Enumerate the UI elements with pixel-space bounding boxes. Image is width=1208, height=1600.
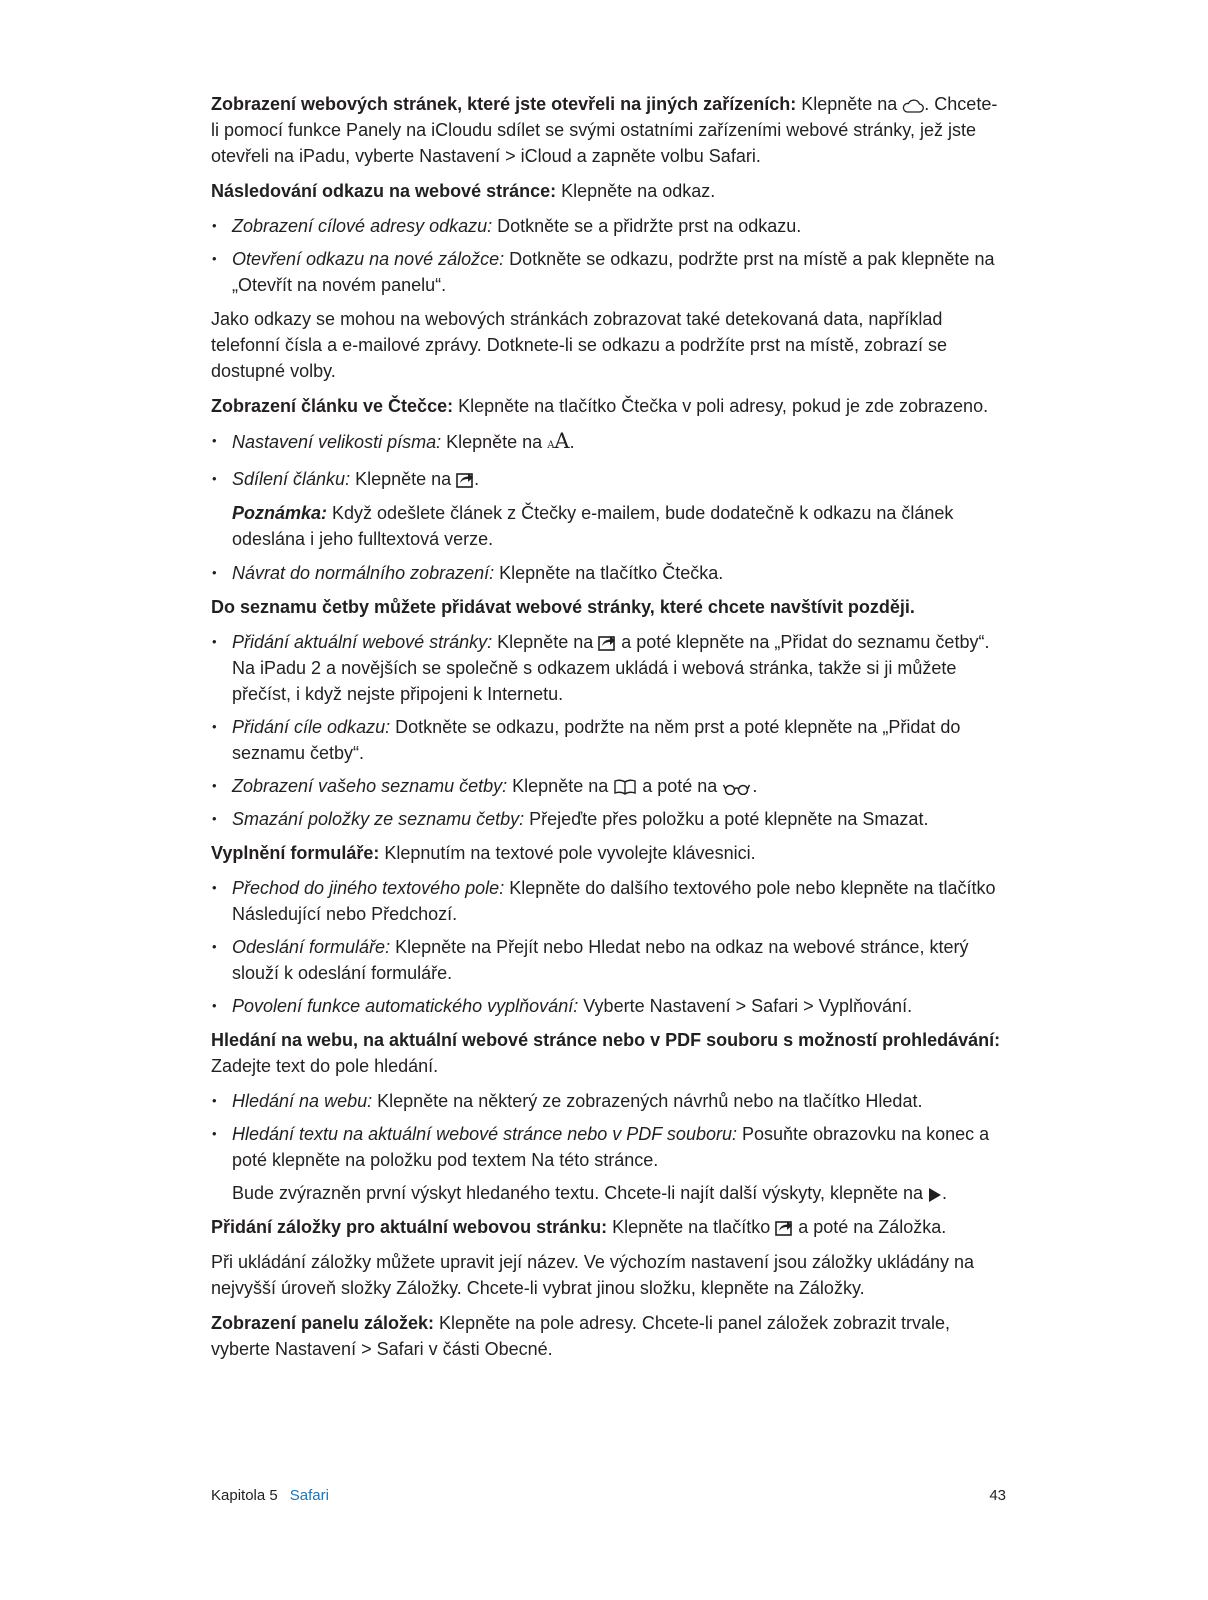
text: Klepněte na odkaz. (556, 181, 716, 201)
paragraph-bookmark-naming: Při ukládání záložky můžete upravit její název. Ve výchozím nastavení jsou záložky ukládány na nejvyšší úroveň složky Záložky. Chcete-li vybrat jinou složku, klepněte na Záložky. (211, 1252, 975, 1298)
item-text: Přejeďte přes položku a poté klepněte na Smazat. (524, 809, 929, 829)
item-text: a poté na (637, 776, 723, 796)
text: Klepněte na (796, 94, 903, 114)
list-item (211, 560, 1001, 586)
item-text: Klepněte na Přejít nebo Hledat nebo na odkaz na webové stránce, který slouží k odeslání formuláře. (232, 937, 969, 983)
item-label: Hledání textu na aktuální webové stránce nebo v PDF souboru: (232, 1124, 737, 1144)
item-text: Dotkněte se odkazu, podržte na něm prst a poté klepněte na „Přidat do seznamu četby“. (232, 717, 961, 763)
list-item (211, 806, 1001, 832)
text: Bude zvýrazněn první výskyt hledaného textu. Chcete-li najít další výskyty, klepněte na (232, 1183, 929, 1203)
item-text: Vyberte Nastavení > Safari > Vyplňování. (578, 996, 913, 1016)
paragraph-other-devices (211, 91, 1001, 169)
item-text: Klepněte na tlačítko Čtečka. (494, 563, 724, 583)
text: Klepnutím na textové pole vyvolejte klávesnici. (379, 843, 756, 863)
heading-reader: Zobrazení článku ve Čtečce: (211, 396, 454, 416)
list-item: • Nastavení velikosti písma: Klepněte na AA. (211, 428, 1001, 459)
font-size-big-a: A (554, 429, 570, 453)
list-item (211, 875, 1001, 927)
item-text: a poté klepněte na „Přidat do seznamu četby“. Na iPadu 2 a novějších se společně s odkazem ukládá i webová stránka, takže si ji můžete přečíst, i když nejste připojeni k Internetu. (232, 632, 990, 704)
item-text: Klepněte na (492, 632, 599, 652)
item-label: Přidání aktuální webové stránky: (232, 632, 493, 652)
note (211, 500, 1001, 552)
paragraph-reader (211, 393, 1001, 419)
item-label: Hledání na webu: (232, 1091, 373, 1111)
item-label: Sdílení článku: (232, 469, 351, 489)
bullet-list (211, 213, 1001, 298)
item-text: Dotkněte se odkazu, podržte prst na místě a pak klepněte na „Otevřít na novém panelu“. (232, 249, 995, 295)
note-text: Když odešlete článek z Čtečky e-mailem, bude dodatečně k odkazu na článek odeslána i jeho fulltextová verze. (232, 503, 954, 549)
item-label: Odeslání formuláře: (232, 937, 391, 957)
text: . Chcete-li pomocí funkce Panely na iCloudu sdílet se svými ostatními zařízeními webové stránky, jež jste otevřeli na iPadu, vyberte Nastavení > iCloud a zapněte volbu Safari. (211, 94, 998, 166)
book-icon (613, 779, 637, 795)
item-label: Přechod do jiného textového pole: (232, 878, 505, 898)
list-item (211, 934, 1001, 986)
list-item (211, 213, 1001, 239)
section-link[interactable]: Safari (289, 1487, 329, 1504)
item-label: Otevření odkazu na nové záložce: (232, 249, 505, 269)
heading-bookmark: Přidání záložky pro aktuální webovou stránku: (211, 1217, 608, 1237)
heading-bookmarks-bar: Zobrazení panelu záložek: (211, 1313, 435, 1333)
play-icon (928, 1188, 942, 1202)
text: Klepněte na tlačítko (607, 1217, 776, 1237)
item-label: Zobrazení vašeho seznamu četby: (232, 776, 508, 796)
list-item: • Zobrazení vašeho seznamu četby: Klepněte na a poté na . (211, 773, 1001, 799)
item-text: Dotkněte se a přidržte prst na odkazu. (492, 216, 802, 236)
list-item (211, 993, 1001, 1019)
list-item (211, 1121, 1001, 1173)
item-text: Klepněte na (441, 432, 548, 452)
list-item: • Sdílení článku: Klepněte na . (211, 466, 1001, 492)
page-content (211, 91, 1001, 1371)
heading-reading-list: Do seznamu četby můžete přidávat webové stránky, které chcete navštívit později. (211, 597, 915, 617)
heading-follow-link: Následování odkazu na webové stránce: (211, 181, 557, 201)
paragraph-bookmark (211, 1214, 1001, 1240)
share-icon (598, 634, 616, 651)
heading-other-devices: Zobrazení webových stránek, které jste otevřeli na jiných zařízeních: (211, 94, 797, 114)
item-text: Klepněte na některý ze zobrazených návrhů nebo na tlačítko Hledat. (372, 1091, 923, 1111)
list-item (211, 246, 1001, 298)
bullet-list (211, 560, 1001, 586)
item-label: Nastavení velikosti písma: (232, 432, 442, 452)
bullet-list (211, 875, 1001, 1019)
font-size-small-a: A (547, 440, 555, 451)
list-item (211, 629, 1001, 707)
chapter-label: Kapitola 5 (211, 1487, 278, 1504)
note-label: Poznámka: (232, 503, 328, 523)
paragraph-bookmarks-bar (211, 1310, 1001, 1362)
heading-form: Vyplnění formuláře: (211, 843, 380, 863)
item-label: Zobrazení cílové adresy odkazu: (232, 216, 493, 236)
list-item (211, 1088, 1001, 1114)
share-icon (775, 1219, 793, 1236)
heading-search: Hledání na webu, na aktuální webové stránce nebo v PDF souboru s možností prohledávání: (211, 1030, 1001, 1050)
page-number: 43 (989, 1487, 1006, 1504)
text: Klepněte na tlačítko Čtečka v poli adresy, pokud je zde zobrazeno. (453, 396, 989, 416)
text: Klepněte na pole adresy. Chcete-li panel záložek zobrazit trvale, vyberte Nastavení > Safari v části Obecné. (211, 1313, 950, 1359)
item-label: Smazání položky ze seznamu četby: (232, 809, 525, 829)
paragraph-follow-link (211, 178, 1001, 204)
paragraph-search (211, 1027, 1001, 1079)
item-text: Posuňte obrazovku na konec a poté klepněte na položku pod textem Na této stránce. (232, 1124, 990, 1170)
bullet-list (211, 428, 1001, 492)
item-text: Klepněte do dalšího textového pole nebo klepněte na tlačítko Následující nebo Předchozí. (232, 878, 996, 924)
item-text: Klepněte na (350, 469, 457, 489)
list-item (211, 714, 1001, 766)
bullet-list (211, 1088, 1001, 1173)
item-label: Povolení funkce automatického vyplňování: (232, 996, 579, 1016)
cloud-icon (902, 99, 924, 113)
paragraph-form (211, 840, 1001, 866)
page-footer (211, 1486, 1006, 1506)
share-icon (456, 471, 474, 488)
item-label: Návrat do normálního zobrazení: (232, 563, 495, 583)
paragraph-detected-data: Jako odkazy se mohou na webových stránkách zobrazovat také detekovaná data, například telefonní čísla a e-mailové zprávy. Dotknete-li se odkazu a podržíte prst na místě, zobrazí se dostupné volby. (211, 309, 948, 381)
text: a poté na Záložka. (793, 1217, 947, 1237)
text: Zadejte text do pole hledání. (211, 1056, 439, 1076)
bullet-list (211, 629, 1001, 832)
font-size-icon (547, 429, 570, 453)
glasses-icon (722, 781, 752, 795)
search-next-note: Bude zvýrazněn první výskyt hledaného textu. Chcete-li najít další výskyty, klepněte na . (232, 1183, 948, 1203)
item-label: Přidání cíle odkazu: (232, 717, 391, 737)
item-text: Klepněte na (507, 776, 614, 796)
